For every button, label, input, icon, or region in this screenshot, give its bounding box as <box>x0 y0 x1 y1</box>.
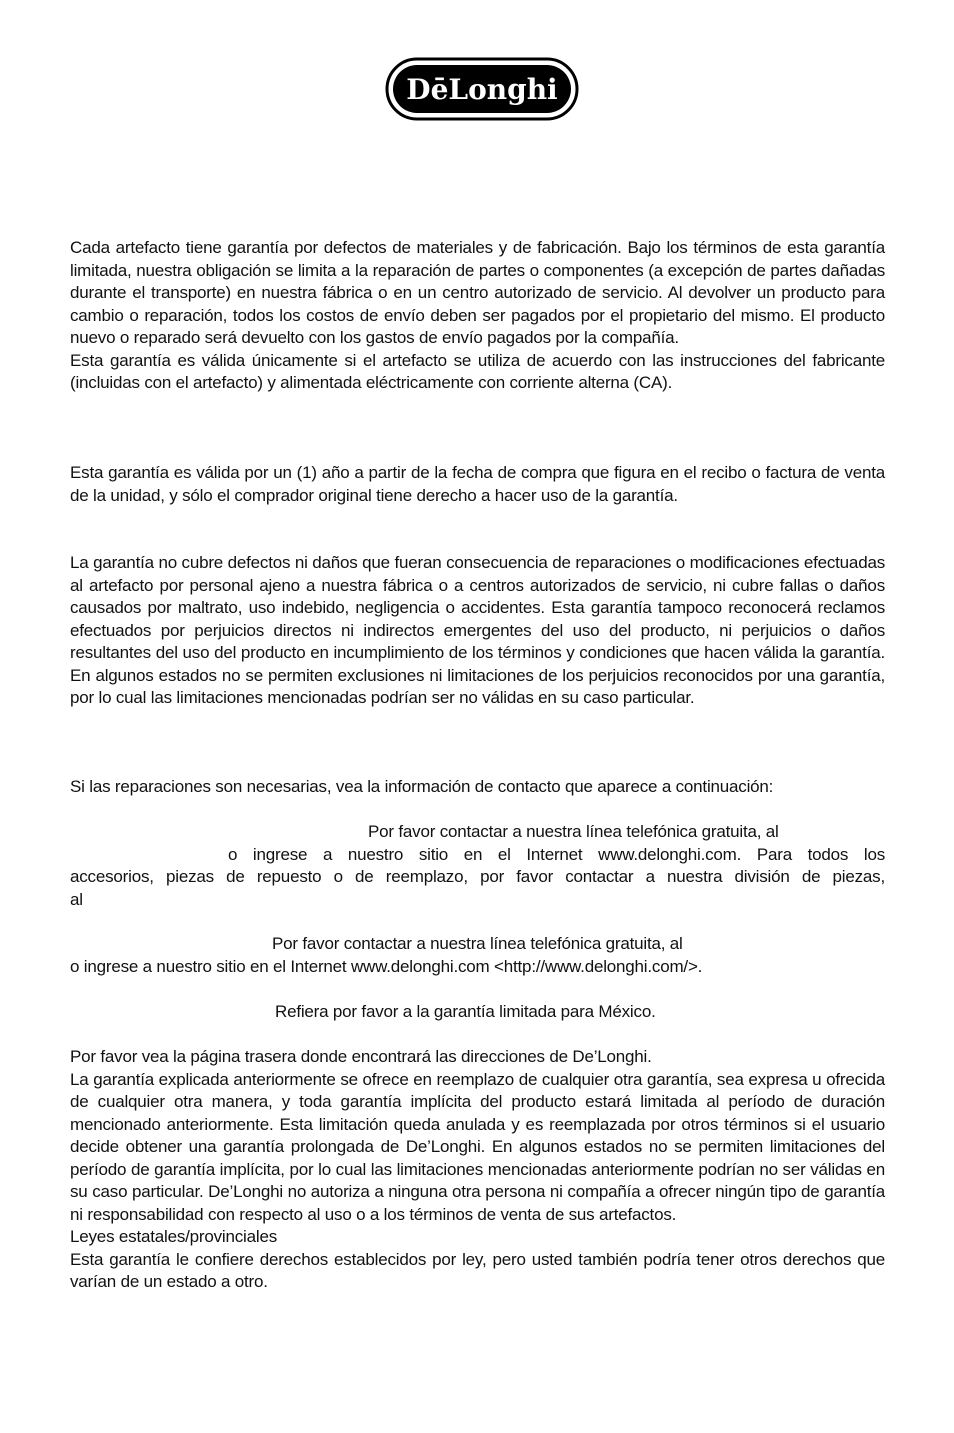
canada-contact-block <box>70 933 885 978</box>
coverage-text: Cada artefacto tiene garantía por defectos de materiales y de fabricación. Bajo los términos de esta garantía limitada, nuestra obligación se limita a la reparación de partes o componentes (a excepción de partes dañadas durante el transporte) en nuestra fábrica o en un centro autorizado de servicio. Al devolver un producto para cambio o reparación, todos los costos de envío deben ser pagados por el propietario del mismo. El producto nuevo o reparado será devuelto con los gastos de envío pagados por la compañía. <box>70 238 885 347</box>
usa-website-line: o ingrese a nuestro sitio en el Internet www.delonghi.com. Para todos los <box>228 844 885 864</box>
usa-contact-block <box>70 821 885 911</box>
usa-phone-line: Por favor contactar a nuestra línea telefónica gratuita, al <box>368 822 779 841</box>
delonghi-logo <box>385 57 579 121</box>
implied-warranty-text: La garantía explicada anteriormente se ofrece en reemplazo de cualquier otra garantía, sea expresa u ofrecida de cualquier otra manera, y toda garantía implícita del producto estará limitada al período de duración mencionado anteriormente. Esta limitación queda anulada y es reemplazada por otros términos si el usuario decide obtener una garantía prolongada de De’Longhi. En algunos estados no se permiten limitaciones del período de garantía implícita, por lo cual las limitaciones mencionadas anteriormente podrían no ser válidas en su caso particular. De’Longhi no autoriza a ninguna otra persona ni compañía a ofrecer ningún tipo de garantía ni responsabilidad con respecto al uso o a los términos de venta de sus artefactos. <box>70 1069 885 1224</box>
state-laws-text: Esta garantía le confiere derechos establecidos por ley, pero usted también podría tener otros derechos que varían de un estado a otro. <box>70 1249 885 1291</box>
additional-terms-paragraph <box>70 1046 885 1294</box>
mexico-line: Refiera por favor a la garantía limitada para México. <box>275 1002 656 1021</box>
logo-text: DēLonghi <box>406 73 558 106</box>
addresses-note: Por favor vea la página trasera donde encontrará las direcciones de De’Longhi. <box>70 1047 652 1066</box>
state-laws-heading: Leyes estatales/provinciales <box>70 1227 278 1246</box>
warranty-exclusions-paragraph: La garantía no cubre defectos ni daños que fueran consecuencia de reparaciones o modificaciones efectuadas al artefacto por personal ajeno a nuestra fábrica o a centros autorizados de servicio, ni cubre fallas o daños causados por maltrato, uso indebido, negligencia o accidentes. Esta garantía tampoco reconocerá reclamos efectuados por perjuicios directos ni indirectos emergentes del uso del producto, ni perjuicios o daños resultantes del uso del producto en incumplimiento de los términos y condiciones que hacen válida la garantía. En algunos estados no se permiten exclusiones ni limitaciones de los perjuicios reconocidos por una garantía, por lo cual las limitaciones mencionadas podrían ser no válidas en su caso particular. <box>70 553 885 707</box>
repairs-contact-paragraph: Si las reparaciones son necesarias, vea la información de contacto que aparece a continuación: <box>70 777 774 796</box>
valid-usage-text: Esta garantía es válida únicamente si el artefacto se utiliza de acuerdo con las instrucciones del fabricante (incluidas con el artefacto) y alimentada eléctricamente con corriente alterna (CA). <box>70 350 885 392</box>
warranty-duration-paragraph: Esta garantía es válida por un (1) año a partir de la fecha de compra que figura en el recibo o factura de venta de la unidad, y sólo el comprador original tiene derecho a hacer uso de la garantía. <box>70 463 885 505</box>
canada-phone-line: Por favor contactar a nuestra línea telefónica gratuita, al <box>272 934 683 953</box>
warranty-coverage-paragraph <box>70 237 885 395</box>
usa-parts-line-end: al <box>70 889 83 909</box>
canada-website-line: o ingrese a nuestro sitio en el Internet www.delonghi.com <http://www.delonghi.com/>. <box>70 956 703 976</box>
usa-parts-line: accesorios, piezas de repuesto o de reemplazo, por favor contactar a nuestra división de piezas, <box>70 867 885 886</box>
